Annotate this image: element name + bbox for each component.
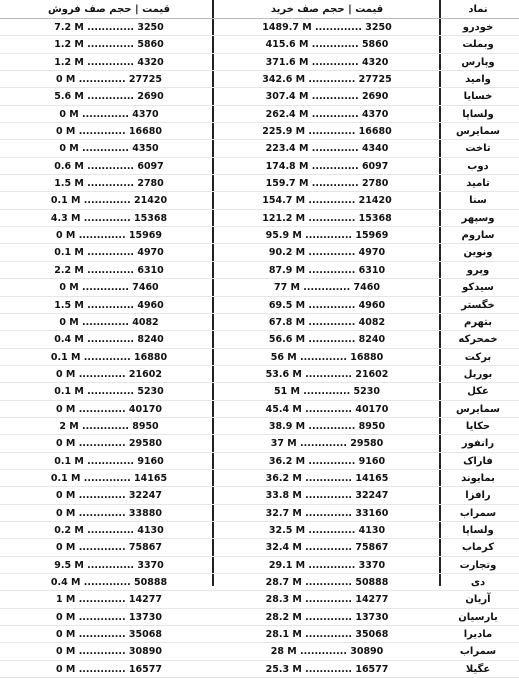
table-row bbox=[0, 262, 519, 279]
buy-queue-cell: 95.9 M ............. 15969 bbox=[265, 230, 389, 242]
buy-queue-cell: 121.2 M ............. 15368 bbox=[262, 212, 392, 224]
table-row bbox=[0, 539, 519, 556]
table-row bbox=[0, 366, 519, 383]
sell-queue-cell: 0 M ............. 4370 bbox=[59, 108, 159, 120]
symbol-cell: سمایرس bbox=[455, 126, 501, 138]
symbol-cell: خمحرکه bbox=[458, 334, 498, 346]
table-row bbox=[0, 175, 519, 192]
sell-queue-cell: 4.3 M ............. 15368 bbox=[50, 212, 168, 224]
table-row bbox=[0, 36, 519, 53]
symbol-cell: سمراب bbox=[459, 646, 497, 658]
table-row bbox=[0, 123, 519, 140]
symbol-cell: بوریل bbox=[463, 368, 493, 380]
table-row bbox=[0, 557, 519, 574]
sell-queue-cell: 0 M ............. 29580 bbox=[56, 438, 162, 450]
buy-queue-cell: 28 M ............. 30890 bbox=[270, 646, 384, 658]
table-row bbox=[0, 331, 519, 348]
table-body bbox=[0, 19, 519, 678]
sell-queue-cell: 0 M ............. 21602 bbox=[56, 368, 162, 380]
buy-queue-header: قیمت | حجم صف خرید bbox=[270, 4, 384, 15]
symbol-cell: وتجارت bbox=[459, 559, 497, 571]
buy-queue-cell: 159.7 M ............. 2780 bbox=[265, 178, 389, 190]
symbol-cell: خسایا bbox=[463, 91, 493, 103]
sell-queue-cell: 9.5 M ............. 3370 bbox=[54, 559, 164, 571]
symbol-cell: عکل bbox=[467, 386, 489, 398]
buy-queue-cell: 51 M ............. 5230 bbox=[274, 386, 380, 398]
symbol-cell: ولساپا bbox=[462, 108, 494, 120]
sell-queue-cell: 0 M ............. 7460 bbox=[59, 282, 159, 294]
table-row bbox=[0, 470, 519, 487]
sell-queue-cell: 1.2 M ............. 4320 bbox=[54, 56, 164, 68]
table-row bbox=[0, 574, 519, 591]
buy-queue-cell: 33.8 M ............. 32247 bbox=[265, 490, 389, 502]
buy-queue-cell: 342.6 M ............. 27725 bbox=[262, 74, 392, 86]
symbol-cell: خگستر bbox=[461, 299, 495, 311]
table-row bbox=[0, 435, 519, 452]
buy-queue-cell: 32.4 M ............. 75867 bbox=[265, 542, 389, 554]
buy-queue-cell: 371.6 M ............. 4320 bbox=[265, 56, 389, 68]
buy-queue-cell: 37 M ............. 29580 bbox=[270, 438, 384, 450]
buy-queue-cell: 307.4 M ............. 2690 bbox=[265, 91, 389, 103]
symbol-cell: تامید bbox=[466, 178, 490, 190]
table-row bbox=[0, 244, 519, 261]
buy-queue-cell: 28.1 M ............. 35068 bbox=[265, 629, 389, 641]
symbol-cell: آریان bbox=[465, 594, 491, 606]
sell-queue-cell: 0.4 M ............. 8240 bbox=[54, 334, 164, 346]
sell-queue-cell: 0.1 M ............. 16880 bbox=[50, 351, 168, 363]
buy-queue-cell: 69.5 M ............. 4960 bbox=[268, 299, 386, 311]
sell-queue-cell: 1.5 M ............. 4960 bbox=[54, 299, 164, 311]
sell-queue-cell: 0.1 M ............. 9160 bbox=[54, 455, 164, 467]
sell-queue-cell: 7.2 M ............. 3250 bbox=[54, 22, 164, 33]
table-row bbox=[0, 487, 519, 504]
sell-queue-cell: 0 M ............. 16680 bbox=[56, 126, 162, 138]
sell-queue-cell: 0.6 M ............. 6097 bbox=[54, 160, 164, 172]
sell-queue-cell: 0.1 M ............. 21420 bbox=[50, 195, 168, 207]
table-row bbox=[0, 609, 519, 626]
table-row bbox=[0, 383, 519, 400]
symbol-cell: سمایرس bbox=[455, 403, 501, 415]
symbol-cell: ونوین bbox=[463, 247, 493, 259]
buy-queue-cell: 67.8 M ............. 4082 bbox=[268, 316, 386, 328]
sell-queue-cell: 0 M ............. 15969 bbox=[56, 230, 162, 242]
sell-queue-cell: 0.2 M ............. 4130 bbox=[54, 524, 164, 536]
symbol-cell: بتهرم bbox=[464, 316, 492, 328]
symbol-cell: سمراب bbox=[459, 507, 497, 519]
sell-queue-cell: 5.6 M ............. 2690 bbox=[54, 91, 164, 103]
sell-queue-cell: 0 M ............. 75867 bbox=[56, 542, 162, 554]
buy-queue-cell: 25.3 M ............. 16577 bbox=[265, 663, 389, 675]
table-row bbox=[0, 140, 519, 157]
symbol-cell: برکت bbox=[464, 351, 492, 363]
symbol-cell: عگیلا bbox=[465, 663, 491, 675]
symbol-cell: بمایوند bbox=[461, 472, 495, 484]
buy-queue-cell: 36.2 M ............. 14165 bbox=[265, 472, 389, 484]
buy-queue-cell: 262.4 M ............. 4370 bbox=[265, 108, 389, 120]
buy-queue-cell: 28.3 M ............. 14277 bbox=[265, 594, 389, 606]
sell-queue-cell: 1 M ............. 14277 bbox=[56, 594, 162, 606]
symbol-cell: مادیرا bbox=[463, 629, 493, 641]
sell-queue-cell: 0.4 M ............. 50888 bbox=[50, 577, 168, 588]
table-row bbox=[0, 19, 519, 36]
table-row bbox=[0, 210, 519, 227]
sell-queue-cell: 0 M ............. 33880 bbox=[56, 507, 162, 519]
symbol-cell: رافزا bbox=[465, 490, 491, 502]
sell-queue-cell: 2 M ............. 8950 bbox=[59, 420, 159, 432]
sell-queue-cell: 1.2 M ............. 5860 bbox=[54, 39, 164, 51]
buy-queue-cell: 38.9 M ............. 8950 bbox=[268, 420, 386, 432]
symbol-cell: رانفور bbox=[461, 438, 495, 450]
table-row bbox=[0, 349, 519, 366]
buy-queue-cell: 28.7 M ............. 50888 bbox=[265, 577, 389, 588]
sell-queue-cell: 0 M ............. 30890 bbox=[56, 646, 162, 658]
buy-queue-cell: 53.6 M ............. 21602 bbox=[265, 368, 389, 380]
symbol-cell: کرماب bbox=[461, 542, 495, 554]
symbol-cell: دوب bbox=[467, 160, 489, 172]
sell-queue-cell: 0 M ............. 40170 bbox=[56, 403, 162, 415]
symbol-cell: وسپهر bbox=[461, 212, 495, 224]
table-row bbox=[0, 71, 519, 88]
symbol-cell: ساروم bbox=[461, 230, 495, 242]
sell-queue-cell: 0 M ............. 16577 bbox=[56, 663, 162, 675]
sell-queue-cell: 0 M ............. 32247 bbox=[56, 490, 162, 502]
buy-queue-cell: 32.7 M ............. 33160 bbox=[265, 507, 389, 519]
buy-queue-cell: 45.4 M ............. 40170 bbox=[265, 403, 389, 415]
symbol-cell: حکایا bbox=[465, 420, 491, 432]
table-row bbox=[0, 401, 519, 418]
buy-queue-cell: 415.6 M ............. 5860 bbox=[265, 39, 389, 51]
sell-queue-cell: 0 M ............. 27725 bbox=[56, 74, 162, 86]
buy-queue-cell: 87.9 M ............. 6310 bbox=[268, 264, 386, 276]
sell-queue-cell: 0.1 M ............. 14165 bbox=[50, 472, 168, 484]
table-row bbox=[0, 418, 519, 435]
sell-queue-cell: 0 M ............. 35068 bbox=[56, 629, 162, 641]
sell-queue-cell: 1.5 M ............. 2780 bbox=[54, 178, 164, 190]
buy-queue-cell: 225.9 M ............. 16680 bbox=[262, 126, 392, 138]
symbol-cell: وپارس bbox=[461, 56, 495, 68]
buy-queue-cell: 174.8 M ............. 6097 bbox=[265, 160, 389, 172]
symbol-header: نماد bbox=[468, 4, 488, 15]
table-row bbox=[0, 227, 519, 244]
sell-queue-header: قیمت | حجم صف فروش bbox=[47, 4, 171, 15]
buy-queue-cell: 90.2 M ............. 4970 bbox=[268, 247, 386, 259]
buy-queue-cell: 29.1 M ............. 3370 bbox=[268, 559, 386, 571]
buy-queue-cell: 56.6 M ............. 8240 bbox=[268, 334, 386, 346]
symbol-cell: وپرو bbox=[466, 264, 490, 276]
symbol-cell: خودرو bbox=[462, 22, 494, 33]
buy-queue-cell: 28.2 M ............. 13730 bbox=[265, 611, 389, 623]
sell-queue-cell: 0.1 M ............. 5230 bbox=[54, 386, 164, 398]
buy-queue-cell: 154.7 M ............. 21420 bbox=[262, 195, 392, 207]
sell-queue-cell: 2.2 M ............. 6310 bbox=[54, 264, 164, 276]
symbol-cell: فاراک bbox=[463, 455, 493, 467]
buy-queue-cell: 1489.7 M ............. 3250 bbox=[262, 22, 392, 33]
buy-queue-cell: 36.2 M ............. 9160 bbox=[268, 455, 386, 467]
table-row bbox=[0, 158, 519, 175]
table-row bbox=[0, 192, 519, 209]
symbol-cell: وامید bbox=[465, 74, 491, 86]
symbol-cell: بارسیان bbox=[458, 611, 498, 623]
table-row bbox=[0, 54, 519, 71]
table-row bbox=[0, 279, 519, 296]
table-row bbox=[0, 522, 519, 539]
table-row bbox=[0, 661, 519, 678]
buy-queue-cell: 32.5 M ............. 4130 bbox=[268, 524, 386, 536]
sell-queue-cell: 0 M ............. 4350 bbox=[59, 143, 159, 155]
buy-queue-cell: 56 M ............. 16880 bbox=[270, 351, 384, 363]
buy-queue-cell: 77 M ............. 7460 bbox=[274, 282, 380, 294]
sell-queue-cell: 0 M ............. 4082 bbox=[59, 316, 159, 328]
symbol-cell: سیدکو bbox=[462, 282, 494, 294]
table-row bbox=[0, 106, 519, 123]
buy-queue-cell: 223.4 M ............. 4340 bbox=[265, 143, 389, 155]
table-row bbox=[0, 314, 519, 331]
symbol-cell: تاخت bbox=[465, 143, 491, 155]
symbol-cell: سنا bbox=[469, 195, 487, 207]
table-row bbox=[0, 297, 519, 314]
sell-queue-cell: 0.1 M ............. 4970 bbox=[54, 247, 164, 259]
table-row bbox=[0, 626, 519, 643]
table-row bbox=[0, 505, 519, 522]
table-row bbox=[0, 643, 519, 660]
table-row bbox=[0, 453, 519, 470]
table-row bbox=[0, 591, 519, 608]
symbol-cell: وبملت bbox=[462, 39, 494, 51]
sell-queue-cell: 0 M ............. 13730 bbox=[56, 611, 162, 623]
symbol-cell: ولساپا bbox=[462, 524, 494, 536]
table-row bbox=[0, 88, 519, 105]
symbol-cell: دی bbox=[470, 577, 486, 588]
